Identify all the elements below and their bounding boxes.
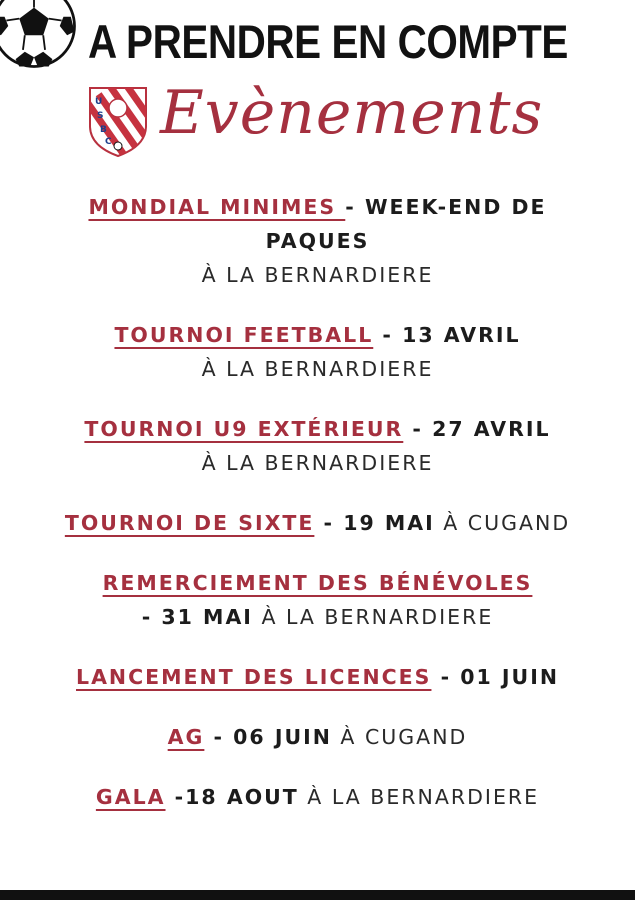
event-item — [0, 566, 635, 634]
event-date: 31 MAI — [161, 605, 253, 629]
event-date: WEEK-END DE — [364, 195, 547, 219]
event-separator: - — [204, 725, 234, 749]
event-item — [0, 318, 635, 386]
event-separator: - — [403, 417, 433, 441]
event-title: TOURNOI DE SIXTE — [64, 511, 315, 535]
bottom-border — [0, 890, 635, 900]
event-separator: - — [345, 195, 365, 219]
event-title: LANCEMENT DES LICENCES — [76, 665, 432, 689]
event-place: À LA BERNARDIERE — [201, 357, 434, 381]
event-place: À LA BERNARDIERE — [252, 605, 494, 629]
event-date-continued: PAQUES — [265, 229, 370, 253]
event-date: 19 MAI — [343, 511, 435, 535]
svg-text:S: S — [97, 111, 104, 121]
event-place: À LA BERNARDIERE — [298, 785, 540, 809]
event-place: À LA BERNARDIERE — [201, 263, 434, 287]
event-date: 01 JUIN — [460, 665, 559, 689]
event-item — [0, 780, 635, 814]
event-separator: - — [165, 785, 186, 809]
event-date: 18 AOUT — [185, 785, 299, 809]
event-place: À CUGAND — [434, 511, 571, 535]
event-item — [0, 720, 635, 754]
event-separator: - — [373, 323, 403, 347]
event-place: À CUGAND — [331, 725, 468, 749]
event-separator: - — [314, 511, 344, 535]
page-headline: A PRENDRE EN COMPTE — [88, 15, 568, 68]
svg-text:B: B — [100, 125, 107, 135]
events-script-title: Evènements — [160, 78, 544, 148]
event-title: AG — [167, 725, 205, 749]
event-separator: - — [141, 605, 162, 629]
event-item — [0, 660, 635, 694]
events-list — [0, 190, 635, 840]
svg-text:C: C — [105, 137, 112, 147]
event-title: MONDIAL MINIMES — [88, 195, 346, 219]
svg-text:U: U — [95, 97, 103, 107]
event-separator: - — [431, 665, 461, 689]
event-item — [0, 506, 635, 540]
soccer-ball-icon — [0, 0, 80, 76]
club-crest-logo — [86, 84, 150, 158]
event-item — [0, 412, 635, 480]
event-date: 13 AVRIL — [402, 323, 521, 347]
event-date: 06 JUIN — [233, 725, 332, 749]
event-title: GALA — [95, 785, 166, 809]
event-title: TOURNOI FEETBALL — [114, 323, 374, 347]
event-title: REMERCIEMENT DES BÉNÉVOLES — [102, 571, 533, 595]
event-place: À LA BERNARDIERE — [201, 451, 434, 475]
event-item — [0, 190, 635, 292]
event-title: TOURNOI U9 EXTÉRIEUR — [84, 417, 404, 441]
event-date: 27 AVRIL — [432, 417, 551, 441]
